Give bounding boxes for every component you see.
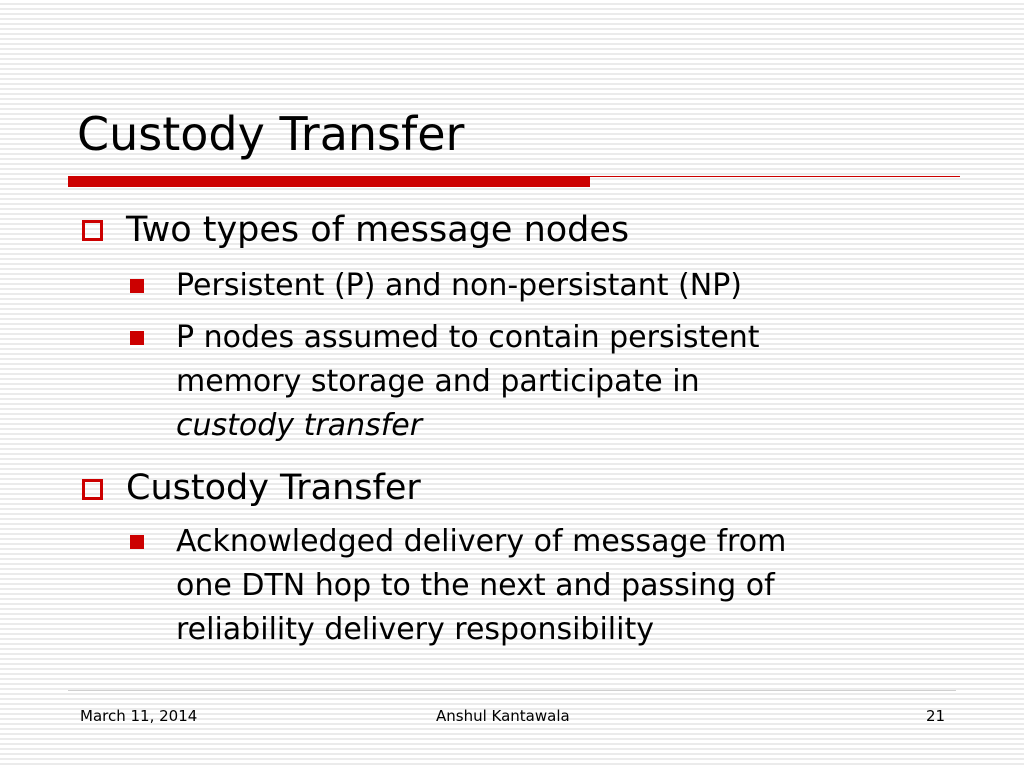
page-number: 21 xyxy=(926,707,946,725)
bullet-1-sub-2-line-2: memory storage and participate in xyxy=(176,364,700,399)
title-underline-thin xyxy=(590,176,960,177)
bullet-2-text: Custody Transfer xyxy=(126,468,421,508)
bullet-2-sub-1-line-2: one DTN hop to the next and passing of xyxy=(176,568,775,603)
filled-square-bullet-icon xyxy=(130,279,144,293)
bullet-2-sub-1-line-1: Acknowledged delivery of message from xyxy=(176,524,787,559)
footer-date: March 11, 2014 xyxy=(80,707,198,725)
hollow-square-bullet-icon xyxy=(82,479,103,500)
slide-title: Custody Transfer xyxy=(77,107,465,161)
bullet-1-text: Two types of message nodes xyxy=(126,210,630,250)
filled-square-bullet-icon xyxy=(130,535,144,549)
title-underline-thick xyxy=(68,176,590,187)
bullet-1-sub-2-line-1: P nodes assumed to contain persistent xyxy=(176,320,760,355)
bullet-2-sub-1-line-3: reliability delivery responsibility xyxy=(176,612,654,647)
bullet-1-sub-1-text: Persistent (P) and non-persistant (NP) xyxy=(176,268,742,303)
filled-square-bullet-icon xyxy=(130,331,144,345)
bullet-1-sub-2-emphasis: custody transfer xyxy=(176,408,423,443)
footer-divider xyxy=(68,690,956,691)
footer-author: Anshul Kantawala xyxy=(436,707,570,725)
hollow-square-bullet-icon xyxy=(82,220,103,241)
